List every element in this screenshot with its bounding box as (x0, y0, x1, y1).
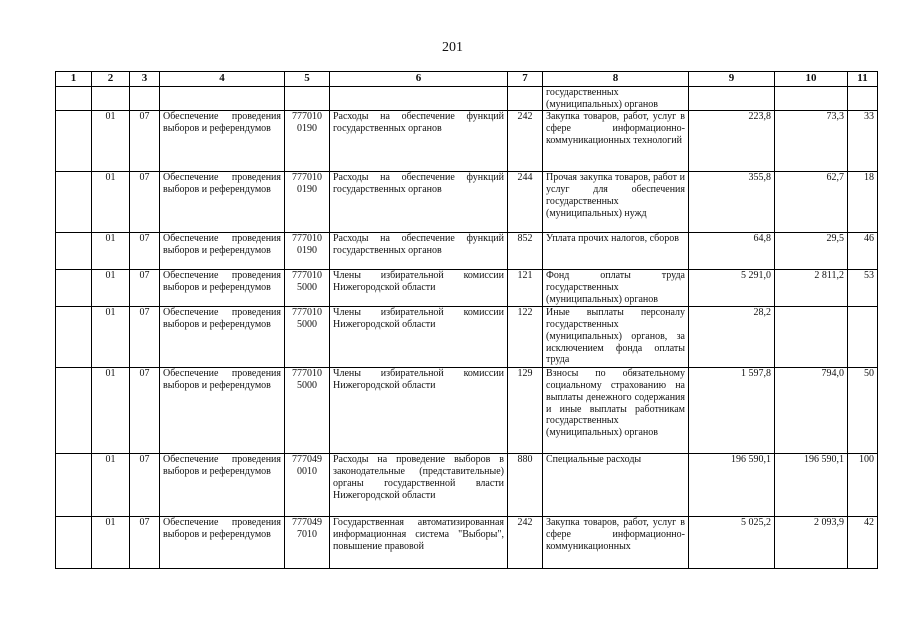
cell-expense-code: 129 (508, 368, 543, 454)
cell-plan: 64,8 (689, 233, 775, 270)
cell-subsection: 07 (130, 307, 160, 368)
header-col-11: 11 (848, 72, 878, 87)
cell (92, 87, 130, 111)
cell-expense-type: государственных (муниципальных) органов (543, 87, 689, 111)
cell-expense-type: Закупка товаров, работ, услуг в сфере информационно-коммуникационных (543, 517, 689, 569)
cell-subsection-name: Обеспечение проведения выборов и референдумов (160, 111, 285, 172)
cell-subsection-name: Обеспечение проведения выборов и референдумов (160, 172, 285, 233)
cell-target-name: Члены избирательной комиссии Нижегородской области (330, 270, 508, 307)
cell-target-name: Члены избирательной комиссии Нижегородской области (330, 307, 508, 368)
continuation-row (56, 87, 878, 111)
table-row (56, 233, 878, 270)
cell-subsection-name: Обеспечение проведения выборов и референдумов (160, 368, 285, 454)
cell (508, 87, 543, 111)
cell-actual (775, 307, 848, 368)
cell-col-1 (56, 307, 92, 368)
cell-expense-type: Фонд оплаты труда государственных (муниципальных) органов (543, 270, 689, 307)
cell-target-code: 777049 0010 (285, 454, 330, 517)
cell-percent: 50 (848, 368, 878, 454)
cell-plan: 5 291,0 (689, 270, 775, 307)
cell-actual: 2 811,2 (775, 270, 848, 307)
cell-target-code: 777010 5000 (285, 307, 330, 368)
header-col-7: 7 (508, 72, 543, 87)
header-col-6: 6 (330, 72, 508, 87)
cell-subsection: 07 (130, 172, 160, 233)
table-row (56, 517, 878, 569)
cell-subsection: 07 (130, 517, 160, 569)
cell-percent: 42 (848, 517, 878, 569)
cell-subsection: 07 (130, 111, 160, 172)
cell-expense-type: Уплата прочих налогов, сборов (543, 233, 689, 270)
cell-expense-code: 121 (508, 270, 543, 307)
table-row (56, 307, 878, 368)
cell-percent: 53 (848, 270, 878, 307)
cell-plan: 1 597,8 (689, 368, 775, 454)
cell-plan: 28,2 (689, 307, 775, 368)
cell-percent: 100 (848, 454, 878, 517)
page-number: 201 (442, 40, 463, 55)
header-col-10: 10 (775, 72, 848, 87)
header-col-9: 9 (689, 72, 775, 87)
cell-subsection-name: Обеспечение проведения выборов и референдумов (160, 307, 285, 368)
cell-expense-code: 242 (508, 517, 543, 569)
header-col-1: 1 (56, 72, 92, 87)
table-row (56, 368, 878, 454)
cell-col-1 (56, 517, 92, 569)
cell (160, 87, 285, 111)
cell-actual: 29,5 (775, 233, 848, 270)
cell-target-code: 777010 0190 (285, 233, 330, 270)
cell-section: 01 (92, 270, 130, 307)
cell-expense-type: Специальные расходы (543, 454, 689, 517)
cell (689, 87, 775, 111)
table-row (56, 454, 878, 517)
cell-subsection-name: Обеспечение проведения выборов и референдумов (160, 517, 285, 569)
cell-percent: 46 (848, 233, 878, 270)
header-col-3: 3 (130, 72, 160, 87)
table-row (56, 172, 878, 233)
cell-section: 01 (92, 368, 130, 454)
cell-subsection: 07 (130, 454, 160, 517)
cell-expense-type: Иные выплаты персоналу государственных (муниципальных) органов, за исключением фонда оплаты труда (543, 307, 689, 368)
cell-subsection: 07 (130, 270, 160, 307)
header-col-5: 5 (285, 72, 330, 87)
header-col-2: 2 (92, 72, 130, 87)
cell-subsection-name: Обеспечение проведения выборов и референдумов (160, 454, 285, 517)
cell-expense-type: Прочая закупка товаров, работ и услуг для обеспечения государственных (муниципальных) нужд (543, 172, 689, 233)
cell (130, 87, 160, 111)
cell-section: 01 (92, 517, 130, 569)
cell-target-code: 777049 7010 (285, 517, 330, 569)
cell-actual: 794,0 (775, 368, 848, 454)
cell-expense-code: 244 (508, 172, 543, 233)
table-row (56, 111, 878, 172)
cell-col-1 (56, 233, 92, 270)
header-col-4: 4 (160, 72, 285, 87)
cell-expense-code: 242 (508, 111, 543, 172)
cell-target-name: Расходы на обеспечение функций государственных органов (330, 172, 508, 233)
cell-section: 01 (92, 454, 130, 517)
cell-col-1 (56, 368, 92, 454)
cell-subsection-name: Обеспечение проведения выборов и референдумов (160, 270, 285, 307)
cell-col-1 (56, 172, 92, 233)
cell-subsection-name: Обеспечение проведения выборов и референдумов (160, 233, 285, 270)
cell-actual: 2 093,9 (775, 517, 848, 569)
cell-plan: 196 590,1 (689, 454, 775, 517)
cell-target-name: Государственная автоматизированная информационная система "Выборы", повышение правовой (330, 517, 508, 569)
cell-col-1 (56, 270, 92, 307)
cell-percent (848, 307, 878, 368)
cell-subsection: 07 (130, 233, 160, 270)
cell-actual: 73,3 (775, 111, 848, 172)
cell-section: 01 (92, 111, 130, 172)
cell-target-code: 777010 0190 (285, 111, 330, 172)
cell-expense-type: Закупка товаров, работ, услуг в сфере информационно-коммуникационных технологий (543, 111, 689, 172)
cell-target-code: 777010 0190 (285, 172, 330, 233)
cell-target-code: 777010 5000 (285, 368, 330, 454)
cell (330, 87, 508, 111)
cell-percent: 33 (848, 111, 878, 172)
cell-plan: 355,8 (689, 172, 775, 233)
cell-col-1 (56, 454, 92, 517)
cell-target-name: Расходы на обеспечение функций государственных органов (330, 111, 508, 172)
cell (848, 87, 878, 111)
cell-target-name: Члены избирательной комиссии Нижегородской области (330, 368, 508, 454)
cell-target-name: Расходы на проведение выборов в законодательные (представительные) органы государственной власти Нижегородской области (330, 454, 508, 517)
header-col-8: 8 (543, 72, 689, 87)
cell-subsection: 07 (130, 368, 160, 454)
cell-plan: 223,8 (689, 111, 775, 172)
cell-target-code: 777010 5000 (285, 270, 330, 307)
cell-expense-code: 122 (508, 307, 543, 368)
header-row (56, 72, 878, 87)
cell-expense-code: 880 (508, 454, 543, 517)
cell-actual: 62,7 (775, 172, 848, 233)
cell-section: 01 (92, 233, 130, 270)
budget-table (55, 71, 878, 569)
cell (285, 87, 330, 111)
cell-target-name: Расходы на обеспечение функций государственных органов (330, 233, 508, 270)
cell (56, 87, 92, 111)
cell-col-1 (56, 111, 92, 172)
cell-section: 01 (92, 307, 130, 368)
cell-actual: 196 590,1 (775, 454, 848, 517)
cell-percent: 18 (848, 172, 878, 233)
cell (775, 87, 848, 111)
cell-section: 01 (92, 172, 130, 233)
table-row (56, 270, 878, 307)
cell-expense-type: Взносы по обязательному социальному страхованию на выплаты денежного содержания и иные выплаты работникам государственных (муниципальных) органов (543, 368, 689, 454)
cell-plan: 5 025,2 (689, 517, 775, 569)
cell-expense-code: 852 (508, 233, 543, 270)
